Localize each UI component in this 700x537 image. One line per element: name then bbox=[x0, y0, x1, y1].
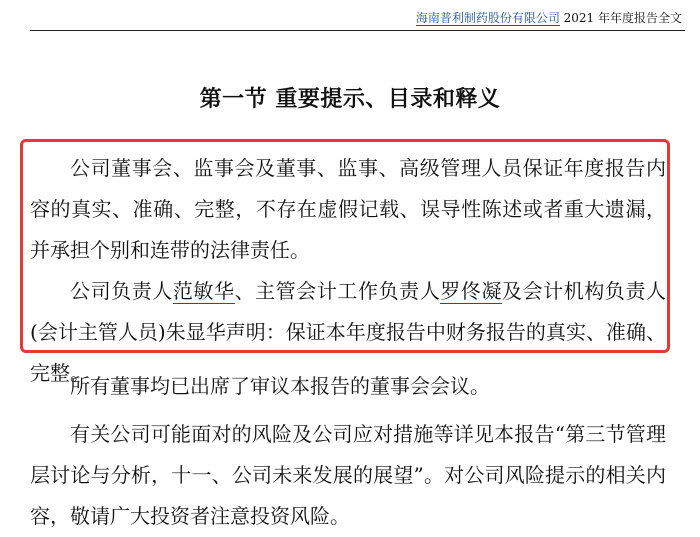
header-company-name: 海南普利制药股份有限公司 bbox=[415, 11, 560, 25]
paragraph-board-attendance: 所有董事均已出席了审议本报告的董事会会议。 bbox=[70, 374, 490, 398]
p2-part3: 及会计机构负责人(会计主管人员)朱显华声明：保证本年度报告中财务报告的真实、准确、完整。 bbox=[30, 279, 667, 385]
p2-part2: 、主管会计工作负责人 bbox=[234, 279, 441, 303]
header-rule bbox=[30, 30, 685, 31]
section-title: 第一节 重要提示、目录和释义 bbox=[199, 86, 501, 112]
person-name-1: 范敏华 bbox=[172, 279, 235, 303]
header-report-title: 2021 年年度报告全文 bbox=[559, 11, 682, 25]
paragraph-board-guarantee: 公司董事会、监事会及董事、监事、高级管理人员保证年度报告内容的真实、准确、完整，不存在虚假记载、误导性陈述或者重大遗漏，并承担个别和连带的法律责任。 bbox=[30, 156, 666, 262]
running-header bbox=[416, 10, 682, 26]
paragraph-risk-notice: 有关公司可能面对的风险及公司应对措施等详见本报告“第三节管理层讨论与分析，十一、公司未来发展的展望”。对公司风险提示的相关内容，敬请广大投资者注意投资风险。 bbox=[30, 422, 666, 528]
person-name-2: 罗佟凝 bbox=[440, 279, 503, 303]
p2-part1: 公司负责人 bbox=[70, 279, 173, 303]
